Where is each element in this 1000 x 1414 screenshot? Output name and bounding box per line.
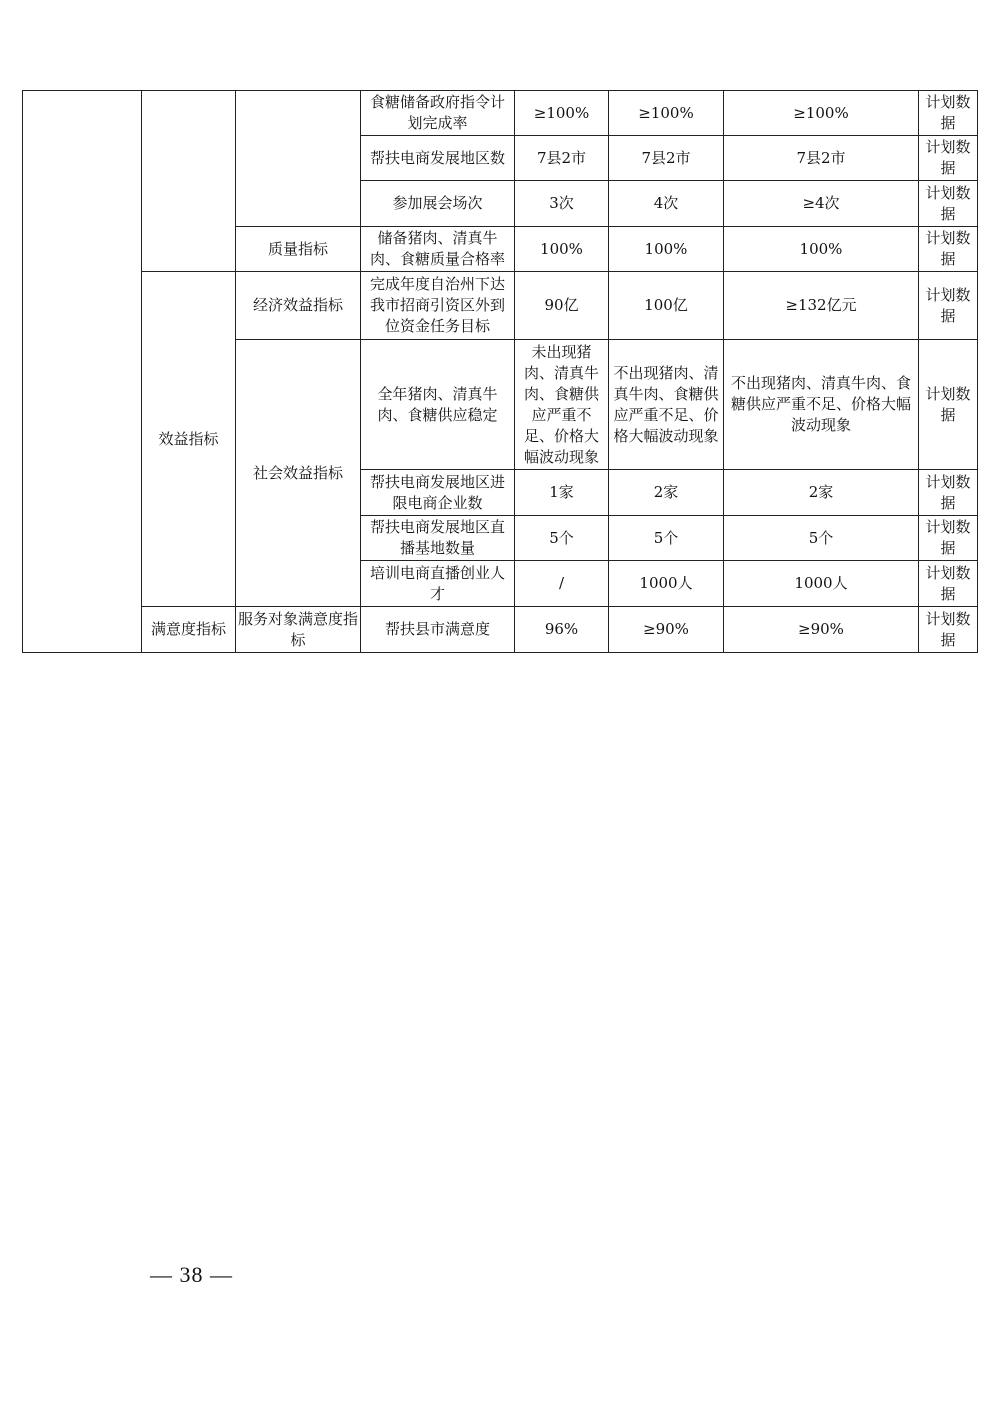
basis-cell: 计划数据 xyxy=(919,607,978,653)
value-2021-cell: 3次 xyxy=(515,181,609,227)
value-2022-cell: ≥100% xyxy=(609,91,724,136)
value-2021-cell: 未出现猪肉、清真牛肉、食糖供应严重不足、价格大幅波动现象 xyxy=(515,340,609,470)
level2-cell: 效益指标 xyxy=(142,272,236,607)
level2-cell xyxy=(142,91,236,272)
indicator-cell: 完成年度自治州下达我市招商引资区外到位资金任务目标 xyxy=(361,272,515,340)
target-value-cell: 2家 xyxy=(724,470,919,516)
performance-indicator-table xyxy=(22,90,978,653)
target-value-cell: 1000人 xyxy=(724,561,919,607)
value-2022-cell: ≥90% xyxy=(609,607,724,653)
level1-cell xyxy=(23,91,142,653)
value-2021-cell: 96% xyxy=(515,607,609,653)
table-row xyxy=(23,91,978,136)
value-2021-cell: 100% xyxy=(515,227,609,272)
basis-cell: 计划数据 xyxy=(919,340,978,470)
basis-cell: 计划数据 xyxy=(919,136,978,181)
value-2022-cell: 7县2市 xyxy=(609,136,724,181)
basis-cell: 计划数据 xyxy=(919,470,978,516)
indicator-cell: 食糖储备政府指令计划完成率 xyxy=(361,91,515,136)
level3-cell: 质量指标 xyxy=(236,227,361,272)
value-2021-cell: 5个 xyxy=(515,516,609,561)
value-2022-cell: 5个 xyxy=(609,516,724,561)
level3-cell: 经济效益指标 xyxy=(236,272,361,340)
target-value-cell: ≥90% xyxy=(724,607,919,653)
value-2021-cell: 7县2市 xyxy=(515,136,609,181)
target-value-cell: 不出现猪肉、清真牛肉、食糖供应严重不足、价格大幅波动现象 xyxy=(724,340,919,470)
value-2022-cell: 2家 xyxy=(609,470,724,516)
value-2022-cell: 4次 xyxy=(609,181,724,227)
indicator-cell: 帮扶电商发展地区进限电商企业数 xyxy=(361,470,515,516)
level2-cell: 满意度指标 xyxy=(142,607,236,653)
value-2022-cell: 1000人 xyxy=(609,561,724,607)
target-value-cell: 100% xyxy=(724,227,919,272)
indicator-cell: 帮扶电商发展地区数 xyxy=(361,136,515,181)
basis-cell: 计划数据 xyxy=(919,516,978,561)
target-value-cell: ≥132亿元 xyxy=(724,272,919,340)
level3-cell: 服务对象满意度指标 xyxy=(236,607,361,653)
target-value-cell: 5个 xyxy=(724,516,919,561)
value-2021-cell: ≥100% xyxy=(515,91,609,136)
basis-cell: 计划数据 xyxy=(919,91,978,136)
value-2022-cell: 100亿 xyxy=(609,272,724,340)
value-2021-cell: / xyxy=(515,561,609,607)
basis-cell: 计划数据 xyxy=(919,227,978,272)
value-2022-cell: 100% xyxy=(609,227,724,272)
basis-cell: 计划数据 xyxy=(919,272,978,340)
level3-cell: 社会效益指标 xyxy=(236,340,361,607)
table-row xyxy=(23,272,978,340)
indicator-cell: 全年猪肉、清真牛肉、食糖供应稳定 xyxy=(361,340,515,470)
page-number: — 38 — xyxy=(150,1262,233,1287)
value-2022-cell: 不出现猪肉、清真牛肉、食糖供应严重不足、价格大幅波动现象 xyxy=(609,340,724,470)
indicator-cell: 培训电商直播创业人才 xyxy=(361,561,515,607)
basis-cell: 计划数据 xyxy=(919,181,978,227)
indicator-cell: 储备猪肉、清真牛肉、食糖质量合格率 xyxy=(361,227,515,272)
target-value-cell: ≥100% xyxy=(724,91,919,136)
level3-cell xyxy=(236,91,361,227)
value-2021-cell: 1家 xyxy=(515,470,609,516)
table-row xyxy=(23,607,978,653)
indicator-cell: 帮扶县市满意度 xyxy=(361,607,515,653)
basis-cell: 计划数据 xyxy=(919,561,978,607)
value-2021-cell: 90亿 xyxy=(515,272,609,340)
target-value-cell: 7县2市 xyxy=(724,136,919,181)
target-value-cell: ≥4次 xyxy=(724,181,919,227)
indicator-cell: 参加展会场次 xyxy=(361,181,515,227)
indicator-cell: 帮扶电商发展地区直播基地数量 xyxy=(361,516,515,561)
